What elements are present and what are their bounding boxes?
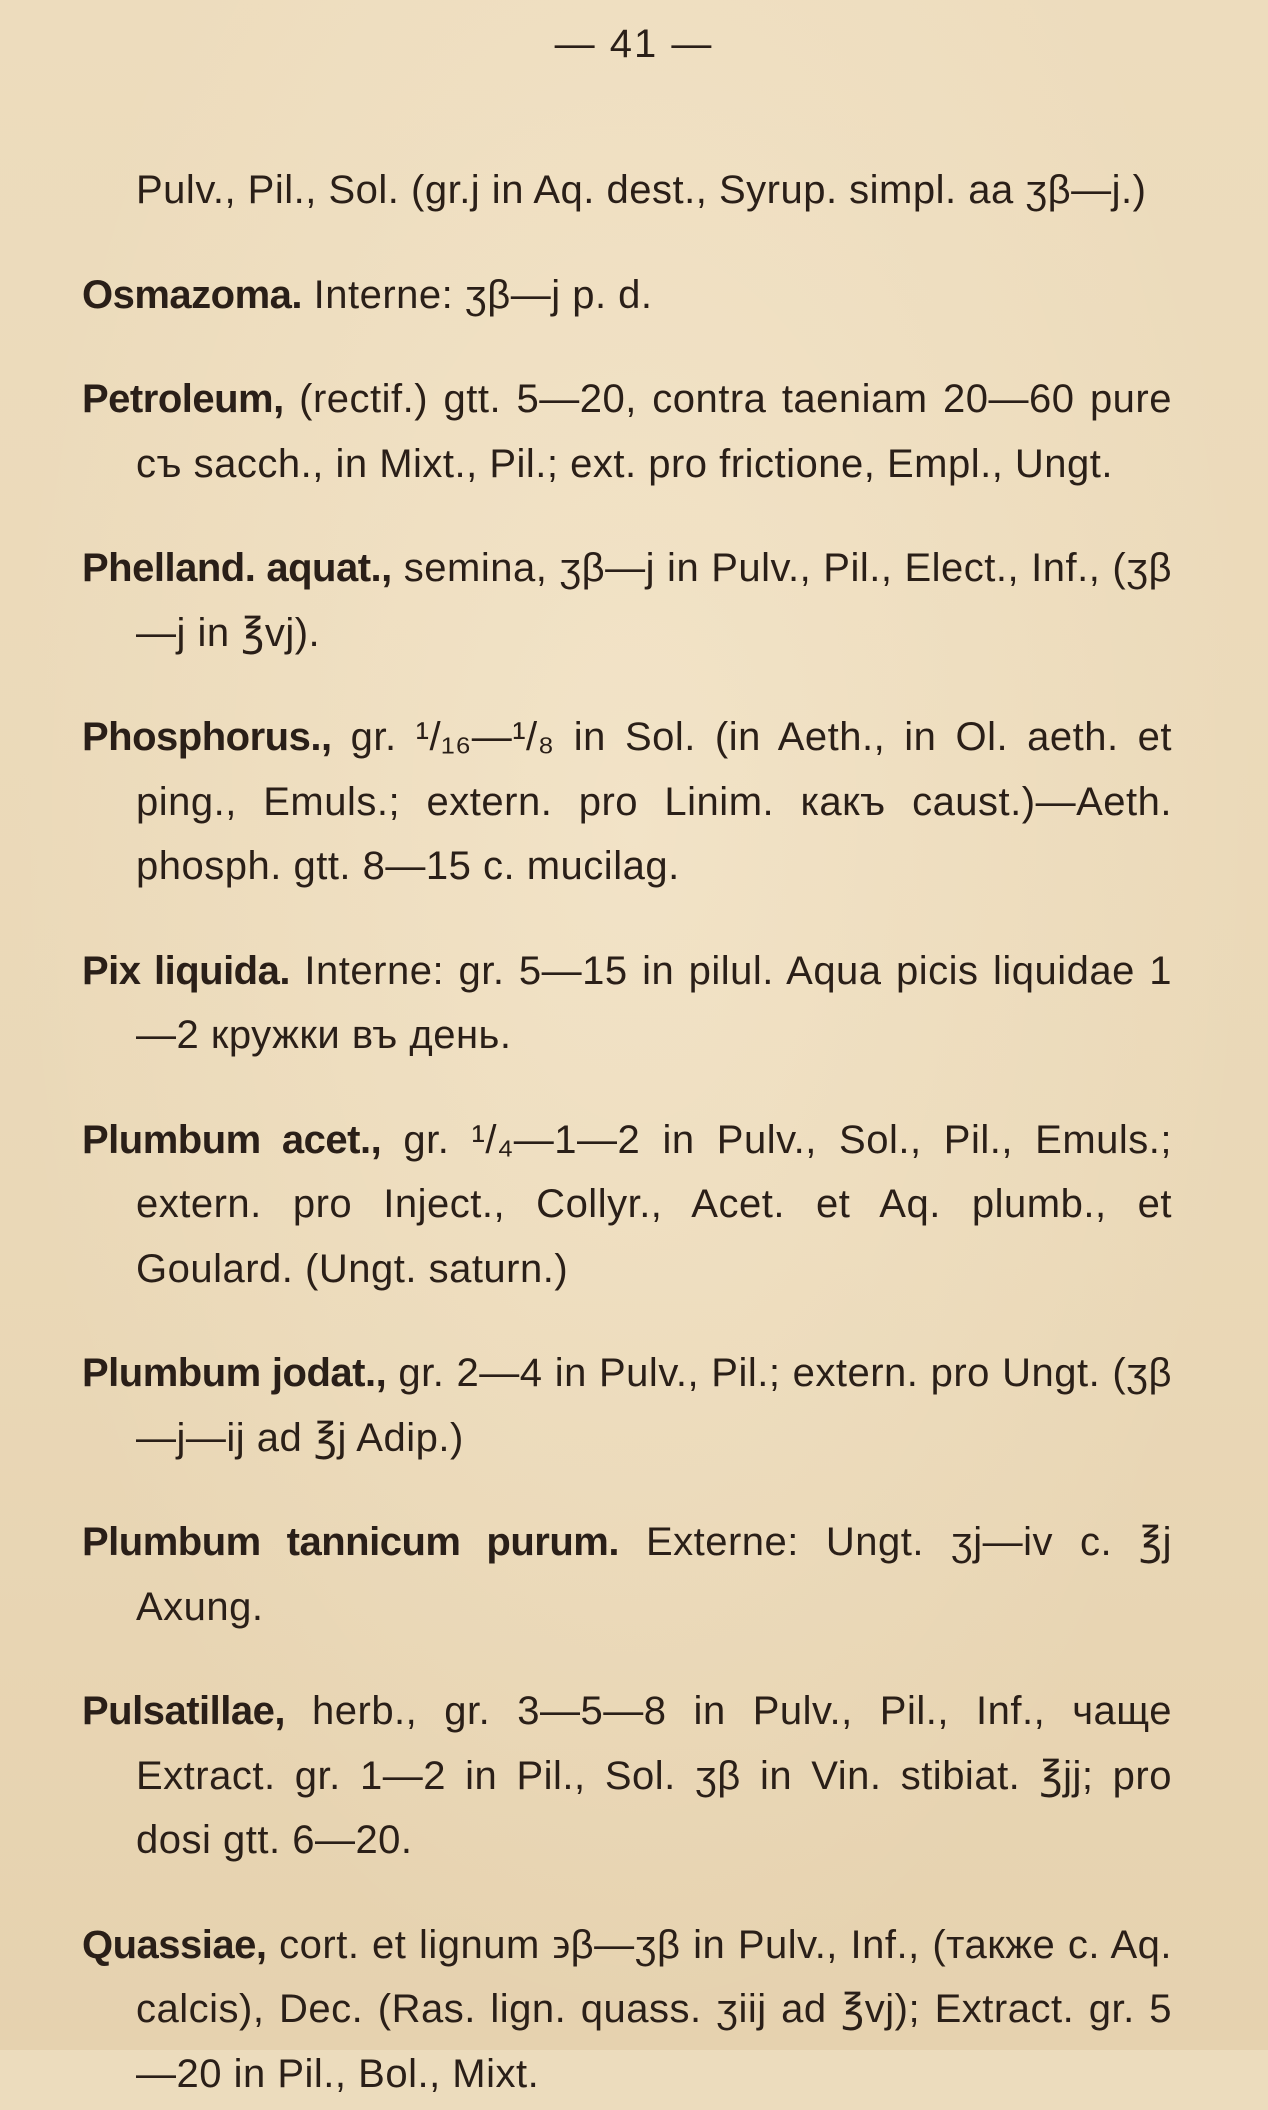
entry-plumbum-tannicum	[82, 1510, 1172, 1639]
entry-list	[82, 118, 1172, 2110]
entry-term: Osmazoma.	[82, 272, 303, 317]
entry-plumbum-jodat	[82, 1341, 1172, 1470]
entry-text: Externe: Ungt. ʒj—iv c. ℥j Axung.	[136, 1520, 1173, 1629]
entry-plumbum-acet	[82, 1108, 1172, 1302]
entry-text: Pulv., Pil., Sol. (gr.j in Aq. dest., Syrup. simpl. aa ʒβ—j.)	[136, 168, 1147, 212]
entry-term: Pix liquida.	[82, 948, 290, 993]
entry-text: Interne: ʒβ—j p. d.	[302, 272, 653, 317]
entry-text: herb., gr. 3—5—8 in Pulv., Pil., Inf., чаще Extract. gr. 1—2 in Pil., Sol. ʒβ in Vin. stibiat. ℥jj; pro dosi gtt. 6—20.	[136, 1689, 1172, 1862]
entry-text: semina, ʒβ—j in Pulv., Pil., Elect., Inf., (ʒβ—j in ℥vj).	[136, 546, 1173, 655]
entry-continuation	[82, 158, 1172, 223]
entry-term: Petroleum,	[82, 377, 284, 421]
entry-text: gr. ¹/₄—1—2 in Pulv., Sol., Pil., Emuls.; extern. pro Inject., Collyr., Acet. et Aq. plumb., et Goulard. (Ungt. saturn.)	[136, 1117, 1172, 1291]
entry-text: gr. 2—4 in Pulv., Pil.; extern. pro Ungt. (ʒβ—j—ij ad ℥j Adip.)	[136, 1351, 1172, 1460]
entry-text: cort. et lignum ϶β—ʒβ in Pulv., Inf., (также c. Aq. calcis), Dec. (Ras. lign. quass. ʒiij ad ℥vj); Extract. gr. 5—20 in Pil., Bol., Mixt.	[136, 1922, 1172, 2096]
entry-term: Phelland. aquat.,	[82, 546, 392, 590]
entry-quassiae	[82, 1913, 1172, 2107]
entry-term: Quassiae,	[82, 1922, 267, 1967]
entry-pulsatillae	[82, 1679, 1172, 1873]
entry-text: Interne: gr. 5—15 in pilul. Aqua picis liquidae 1—2 кружки въ день.	[136, 948, 1173, 1057]
entry-term: Plumbum acet.,	[82, 1117, 382, 1162]
entry-term: Pulsatillae,	[82, 1689, 285, 1733]
page-number: — 41 —	[554, 22, 714, 66]
entry-phosphorus	[82, 705, 1172, 899]
entry-term: Plumbum tannicum purum.	[82, 1520, 619, 1564]
entry-phelland	[82, 536, 1172, 665]
entry-osmazoma	[82, 263, 1172, 328]
entry-text: gr. ¹/₁₆—¹/₈ in Sol. (in Aeth., in Ol. aeth. et ping., Emuls.; extern. pro Linim. какъ caust.)—Aeth. phosph. gtt. 8—15 c. mucilag.	[136, 715, 1172, 888]
entry-text: (rectif.) gtt. 5—20, contra taeniam 20—60 pure съ sacch., in Mixt., Pil.; ext. pro frictione, Empl., Ungt.	[136, 377, 1172, 486]
entry-petroleum	[82, 367, 1172, 496]
entry-term: Phosphorus.,	[82, 715, 332, 759]
entry-pix-liquida	[82, 939, 1172, 1068]
entry-term: Plumbum jodat.,	[82, 1351, 387, 1395]
